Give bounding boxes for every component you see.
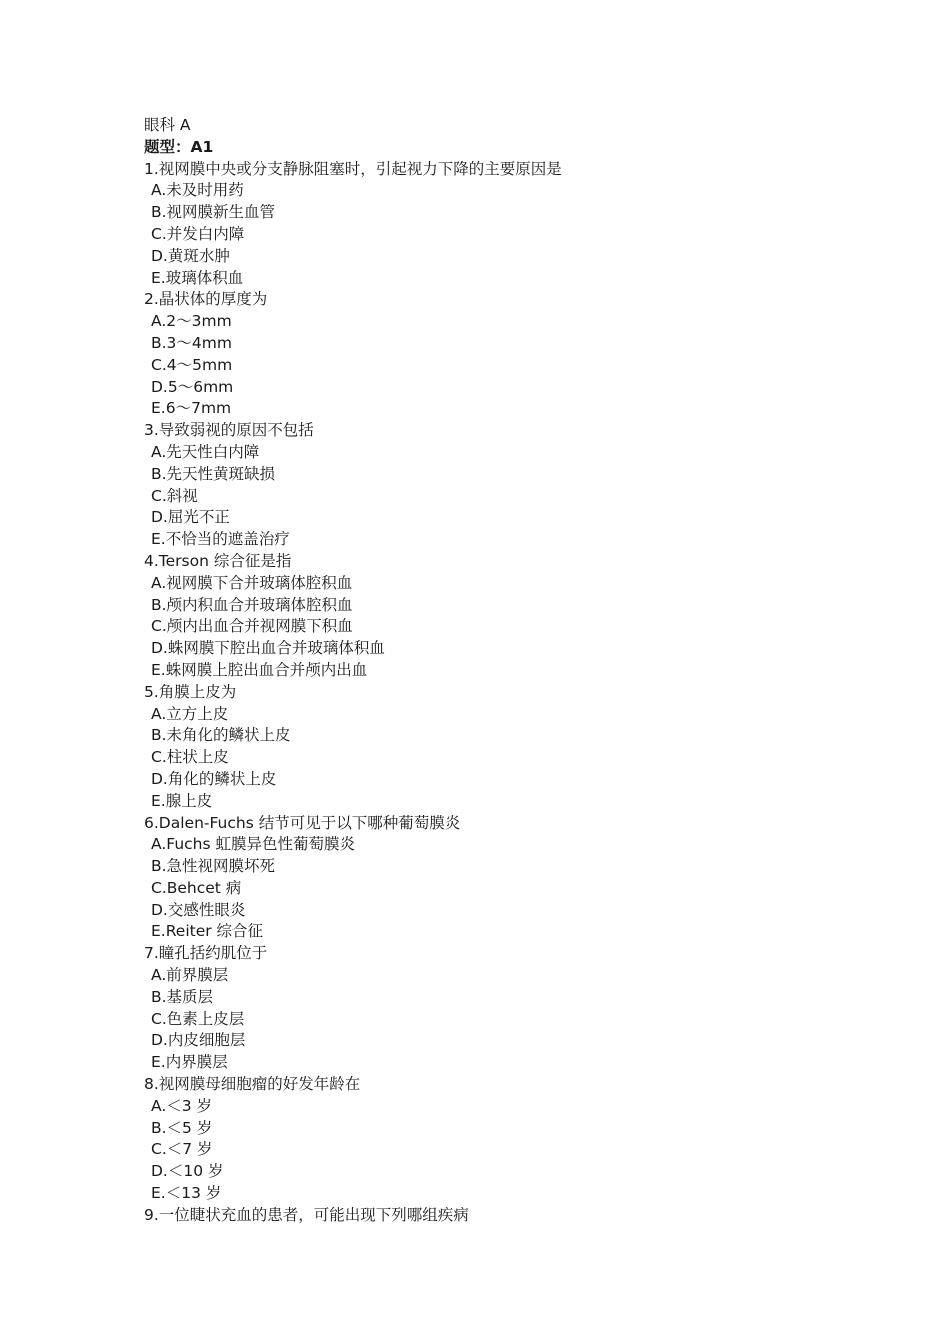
question-stem: 4.Terson 综合征是指 [144,551,292,570]
question-block [144,551,844,682]
answer-option: A.未及时用药 [151,181,244,200]
question-type-heading: 题型：A1 [144,137,214,156]
answer-option: D.角化的鳞状上皮 [151,769,277,788]
question-block [144,1205,844,1227]
answer-option: B.视网膜新生血管 [151,203,276,222]
answer-option: D.屈光不正 [151,508,230,527]
answer-option: A.2～3mm [151,312,232,331]
answer-option: D.＜10 岁 [151,1162,224,1181]
question-stem: 5.角膜上皮为 [144,682,237,701]
answer-option: A.＜3 岁 [151,1096,213,1115]
question-stem: 8.视网膜母细胞瘤的好发年龄在 [144,1075,361,1094]
answer-option: C.＜7 岁 [151,1140,213,1159]
answer-option: A.Fuchs 虹膜异色性葡萄膜炎 [151,835,355,854]
question-stem: 1.视网膜中央或分支静脉阻塞时，引起视力下降的主要原因是 [144,159,562,178]
answer-option: E.6～7mm [151,399,232,418]
answer-option: B.急性视网膜坏死 [151,857,276,876]
answer-option: C.柱状上皮 [151,748,229,767]
answer-option: C.并发白内障 [151,224,245,243]
answer-option: E.Reiter 综合征 [151,922,264,941]
question-list [144,159,844,1227]
question-block [144,420,844,551]
question-block [144,943,844,1074]
answer-option: D.交感性眼炎 [151,900,246,919]
document-page [144,115,844,1227]
answer-option: C.斜视 [151,486,198,505]
answer-option: B.基质层 [151,987,214,1006]
answer-option: E.蛛网膜上腔出血合并颅内出血 [151,660,368,679]
answer-option: B.＜5 岁 [151,1118,213,1137]
answer-option: A.先天性白内障 [151,442,260,461]
question-block [144,1074,844,1205]
answer-option: E.内界膜层 [151,1053,228,1072]
answer-option: C.色素上皮层 [151,1009,245,1028]
answer-option: C.Behcet 病 [151,878,242,897]
question-block [144,159,844,290]
question-block [144,682,844,813]
answer-option: A.视网膜下合并玻璃体腔积血 [151,573,353,592]
answer-option: E.玻璃体积血 [151,268,244,287]
question-block [144,289,844,420]
answer-option: B.未角化的鳞状上皮 [151,726,291,745]
answer-option: A.前界膜层 [151,966,229,985]
answer-option: D.黄斑水肿 [151,246,230,265]
answer-option: E.不恰当的遮盖治疗 [151,530,290,549]
answer-option: B.颅内积血合并玻璃体腔积血 [151,595,353,614]
answer-option: E.腺上皮 [151,791,213,810]
question-stem: 6.Dalen-Fuchs 结节可见于以下哪种葡萄膜炎 [144,813,461,832]
question-stem: 2.晶状体的厚度为 [144,290,268,309]
answer-option: C.4～5mm [151,355,233,374]
answer-option: E.＜13 岁 [151,1184,222,1203]
answer-option: D.5～6mm [151,377,234,396]
document-title: 眼科 A [144,116,191,134]
answer-option: B.先天性黄斑缺损 [151,464,276,483]
answer-option: D.内皮细胞层 [151,1031,246,1050]
question-block [144,813,844,944]
answer-option: A.立方上皮 [151,704,229,723]
answer-option: B.3～4mm [151,333,232,352]
question-stem: 9.一位睫状充血的患者，可能出现下列哪组疾病 [144,1205,469,1224]
answer-option: C.颅内出血合并视网膜下积血 [151,617,353,636]
answer-option: D.蛛网膜下腔出血合并玻璃体积血 [151,639,385,658]
question-stem: 3.导致弱视的原因不包括 [144,421,314,440]
question-stem: 7.瞳孔括约肌位于 [144,944,268,963]
